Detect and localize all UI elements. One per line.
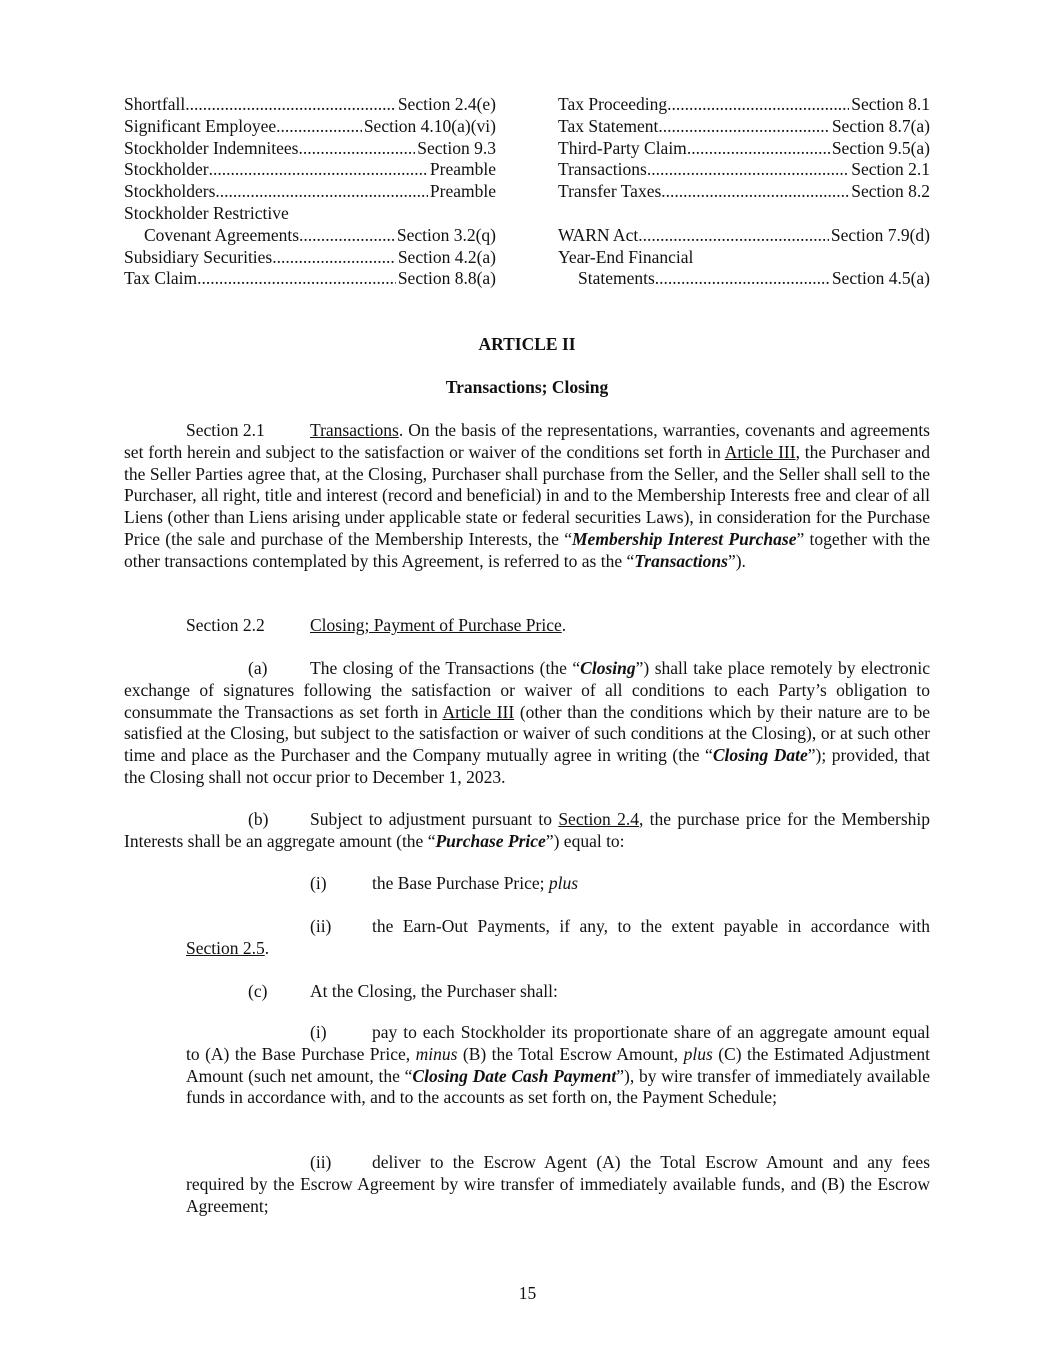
definitions-index-left: [124, 94, 496, 290]
index-entry: WARN Act ..... Section 7.9(d): [558, 225, 930, 247]
index-entry: Significant Employee ..... Section 4.10(a)(vi): [124, 116, 496, 138]
index-entry-heading: Stockholder Restrictive: [124, 202, 289, 223]
index-entry: Third-Party Claim ..... Section 9.5(a): [558, 138, 930, 160]
clause-label-c-ii: (ii): [310, 1152, 332, 1172]
defined-term: Purchase Price: [435, 830, 546, 851]
article-number: ARTICLE II: [478, 334, 576, 354]
section-2-2-c: At the Closing, the Purchaser shall:: [310, 981, 558, 1001]
section-2-2-a: The closing of the Transactions (the “Closing”) shall take place remotely by electronic exchange of signatures following the satisfaction or waiver of all conditions to each Party’s obligation to consummate the Transactions as set forth in Article III (other than the conditions which by their nature are to be satisfied at the Closing, but subject to the satisfaction or waiver of such conditions at the Closing), or at such other time and place as the Purchaser and the Company mutually agree in writing (the “Closing Date”); provided, that the Closing shall not occur prior to December 1, 2023.: [124, 658, 931, 787]
section-2-2-c-ii: deliver to the Escrow Agent (A) the Total Escrow Amount and any fees required by the Escrow Agreement by wire transfer of immediately available funds, and (B) the Escrow Agreement;: [186, 1152, 930, 1216]
clause-label-c: (c): [248, 981, 268, 1001]
index-entry: Tax Proceeding ..... Section 8.1: [558, 94, 930, 116]
section-2-2-b: Subject to adjustment pursuant to Section 2.4, the purchase price for the Membership Interests shall be an aggregate amount (the “Purchase Price”) equal to:: [124, 809, 930, 851]
defined-term: Membership Interest Purchase: [572, 528, 797, 549]
defined-term: Closing Date: [712, 745, 808, 766]
index-entry: Shortfall ..... Section 2.4(e): [124, 94, 496, 116]
clause-label-b: (b): [248, 809, 269, 829]
clause-label-c-i: (i): [310, 1022, 327, 1042]
article-iii-link[interactable]: Article III: [442, 701, 515, 722]
clause-label-b-ii: (ii): [310, 916, 332, 936]
section-2-4-link[interactable]: Section 2.4: [558, 809, 639, 829]
index-entry: Covenant Agreements ..... Section 3.2(q): [124, 225, 496, 247]
index-entry: Stockholder ..... Preamble: [124, 159, 496, 181]
section-2-2-b-i: the Base Purchase Price; plus: [372, 873, 579, 893]
section-2-1-label: Section 2.1: [186, 420, 265, 440]
index-entry-heading: Year-End Financial: [558, 246, 694, 267]
defined-term: Transactions: [634, 550, 728, 571]
section-2-2-heading: Closing; Payment of Purchase Price.: [310, 615, 567, 635]
index-entry: Tax Statement ..... Section 8.7(a): [558, 116, 930, 138]
definitions-index-right: [558, 94, 930, 290]
clause-label-a: (a): [248, 658, 268, 678]
index-entry: Transactions ..... Section 2.1: [558, 159, 930, 181]
page-number: 15: [518, 1283, 537, 1303]
section-2-1: Transactions. On the basis of the representations, warranties, covenants and agreements set forth herein and subject to the satisfaction or waiver of the conditions set forth in Article III, the Purchaser and the Seller Parties agree that, at the Closing, Purchaser shall purchase from the Seller, and the Seller shall sell to the Purchaser, all right, title and interest (record and beneficial) in and to the Membership Interests free and clear of all Liens (other than Liens arising under applicable state or federal securities Laws), in consideration for the Purchase Price (the sale and purchase of the Membership Interests, the “Membership Interest Purchase” together with the other transactions contemplated by this Agreement, is referred to as the “Transactions”).: [124, 420, 930, 571]
index-entry: Transfer Taxes ..... Section 8.2: [558, 181, 930, 203]
defined-term: Closing Date Cash Payment: [412, 1065, 617, 1086]
section-2-5-link[interactable]: Section 2.5: [186, 937, 265, 958]
section-2-2-c-i: pay to each Stockholder its proportionate share of an aggregate amount equal to (A) the Base Purchase Price, minus (B) the Total Escrow Amount, plus (C) the Estimated Adjustment Amount (such net amount, the “Closing Date Cash Payment”), by wire transfer of immediately available funds in accordance with, and to the accounts as set forth on, the Payment Schedule;: [186, 1022, 931, 1108]
index-entry: Tax Claim ..... Section 8.8(a): [124, 268, 496, 290]
article-title: Transactions; Closing: [445, 377, 609, 397]
article-iii-link[interactable]: Article III: [724, 441, 796, 462]
defined-term: Closing: [580, 658, 636, 678]
section-2-2-b-ii: the Earn-Out Payments, if any, to the extent payable in accordance with Section 2.5.: [186, 916, 930, 958]
clause-label-b-i: (i): [310, 873, 327, 893]
index-entry: Statements ..... Section 4.5(a): [558, 268, 930, 290]
index-entry: Stockholder Indemnitees ..... Section 9.3: [124, 138, 496, 160]
section-2-2-label: Section 2.2: [186, 615, 265, 635]
section-2-1-heading: Transactions: [310, 420, 399, 440]
index-entry: Stockholders ..... Preamble: [124, 181, 496, 203]
index-entry: Subsidiary Securities ..... Section 4.2(a): [124, 247, 496, 269]
